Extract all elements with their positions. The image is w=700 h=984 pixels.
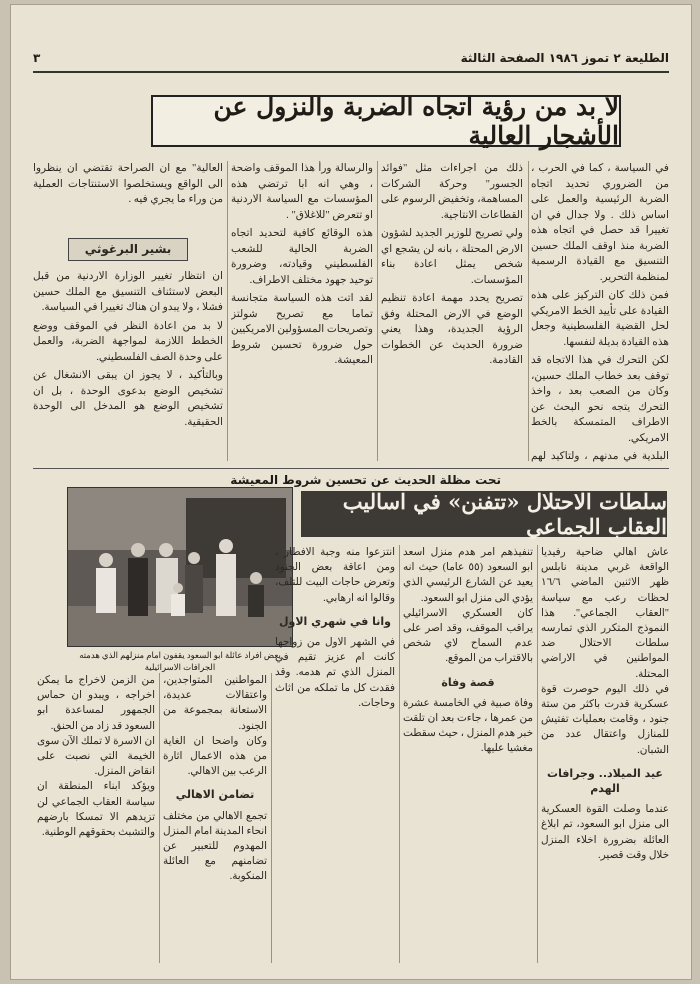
subheading: وانا في شهري الاول [278,614,392,628]
article-column-3 [231,161,373,466]
lower-column-2 [403,545,533,963]
paragraph: تجمع الاهالي من مختلف انحاء المدينة امام المنزل المهدوم للتعبير عن تضامنهم مع العائلة المنكوبة. [163,810,267,883]
article-column-2 [381,161,523,466]
photo-caption: بعض افراد عائلة ابو السعود يقفون امام منزلهم الذي هدمته الجرافات الاسرائيلية [79,650,281,672]
paragraph: لقد اتت هذه السياسة متجانسة تماما مع تصريح شولتز وتصريحات المسؤولين الامريكيين حول ضرورة تحسين شروط المعيشة. [231,293,373,366]
header-text: الطليعة ٢ تموز ١٩٨٦ الصفحة الثالثة [460,51,669,65]
paragraph: من الزمن لاخراج ما يمكن اخراجه ، ويبدو ان حماس الجمهور لمساعدة ابو السعود قد زاد من الحنق. [37,675,155,732]
paragraph: وفاة صبية في الخامسة عشرة من عمرها ، جاءت بعد ان تلقت خبر هدم المنزل ، حيث سقطت مغشيا عليها. [403,697,533,755]
photo-illustration [67,488,292,647]
paragraph: تنفيذهم امر هدم منزل اسعد ابو السعود (٥٥ عاما) حيث انه يعيد عن الشارع الرئيسي الذي يؤدي الى منزل ابو السعود. [403,547,533,604]
kicker-headline: تحت مظلة الحديث عن تحسين شروط المعيشة [230,473,501,487]
paragraph: العالية" مع ان الصراحة تقتضي ان ينظروا الى الواقع ويستخلصوا الاستنتاجات العملية من وراء ما يجري فيه . [33,163,223,205]
paragraph: تصريح يحدد مهمة اعادة تنظيم الوضع في الارض المحتلة وفق الرؤية الجديدة، وهذا يعني ضرورة الحديث عن الخطوات القادمة. [381,293,523,366]
paragraph: البلدية في مدنهم ، ولتاكيد لهم [531,451,669,462]
paragraph: كان العسكري الاسرائيلي يراقب الموقف، وقد اصر على عدم السماح لاي شخص بالاقتراب من الموقع. [403,607,533,665]
paragraph: ذلك من اجراءات مثل "فوائد الجسور" وحركة الشركات المساهمة، وتخفيض الرسوم على القطاعات الانتاجية. [381,163,523,221]
main-headline-band: سلطات الاحتلال «تتفنن» في اساليب العقاب الجماعي [301,491,667,537]
paragraph: المواطنين المتواجدين، واعتقالات عديدة، الاستعانة بمجموعة من الجنود. [163,675,267,732]
paragraph: وكان واضحا ان الغاية من هذه الاعمال اثارة الرعب بين الاهالي. [163,735,267,778]
article-column-4 [33,161,223,466]
author-byline: بشير البرغوثي [68,238,188,262]
paragraph: في السياسة ، كما في الحرب ، من الضروري تحديد اتجاه الضربة الرئيسية والعمل على اساس ذلك . ولا جدال في ان تغييرا قد حصل في اتجاه هذه الضربة منذ اوقف الملك حسين التنسيق مع القيادة الرسمية لمنظمة التحرير. [531,163,669,283]
column-divider [227,161,228,461]
paragraph: هذه الوقائع كافية لتحديد اتجاه الضربة الحالية للشعب الفلسطيني وقيادته، وضرورة توحيد جهود مختلف الاطراف. [231,228,373,286]
subheading: عيد الميلاد.. وجرافات الهدم [547,766,663,796]
subheading: قصة وفاة [441,675,495,689]
paragraph: وبالتأكيد ، لا يجوز ان يبقى الانشغال عن تشخيص الوضع بدعوى الوحدة ، بل ان تشخيص الوضع هو المدخل الى الوحدة الحقيقية. [33,370,223,428]
paragraph: ان انتظار تغيير الوزارة الاردنية من قبل البعض لاستئناف التنسيق مع الملك حسين فشلا ، ولا يبدو ان هناك تغييرا في السياسة. [33,271,223,313]
paragraph: والرسالة ورأ هذا الموقف واضحة ، وهي انه ابا ترتضي هذه المؤسسات مع السياسة الاردنية او تتعرض "للاغلاق" . [231,163,373,221]
lower-column-4 [163,673,267,963]
column-divider [377,161,378,461]
paragraph: عاش اهالي ضاحية رفيديا الواقعة غربي مدينة نابلس ظهر الاثنين الماضي ١٦/٦ لحظات رعب مع سياسة "العقاب الجماعي". هذا النموذج المتكرر الذي تمارسه سلطات الاحتلال ضد المواطنين في الاراضي المحتلة. [541,547,669,680]
page-number: ٣ [33,51,41,65]
column-divider [271,673,272,963]
paragraph: ولي تصريح للوزير الجديد لشؤون الارض المحتلة ، بانه لن يشجع اي شخص يمثل اعادة بناء المؤسسات. [381,228,523,286]
headline-box [151,92,621,150]
newspaper-page [10,4,692,980]
subheading: تضامن الاهالي [175,788,255,802]
paragraph: انتزعوا منه وجبة الافطار ، ومن اعاقة بعض الجنود وتعرض حاجات البيت للتلف، وقالوا انه ارهابي. [275,547,395,604]
page-header [33,51,669,73]
paragraph: فمن ذلك كان التركيز على هذه القيادة على تأييد الخط الامريكي لحل القضية الفلسطينية وجعل هذه القيادة بديلة لنفسها. [531,290,669,348]
paragraph: لا بد من اعادة النظر في الموقف ووضع الخطط اللازمة لمواجهة الضربة، والعمل على وحدة الصف الفلسطيني. [33,320,223,363]
paragraph: في الشهر الاول من زواجها كانت ام عزيز تقيم في المنزل الذي تم هدمه. وقد فقدت كل ما تملكه من اثاث وحاجات. [275,637,395,709]
article-column-1 [531,161,669,466]
lower-column-3 [275,545,395,963]
column-divider [528,161,529,461]
lower-column-5 [37,673,155,963]
paragraph: عندما وصلت القوة العسكرية الى منزل ابو السعود، تم ابلاغ العائلة بضرورة اخلاء المنزل خلال وقت قصير. [541,804,669,861]
paragraph: في ذلك اليوم حوصرت قوة عسكرية قدرت باكثر من ستة جنود ، وقامت بعمليات تفتيش للمنازل واعتقال عدد من الشبان. [541,683,669,756]
paragraph: ان الاسرة لا تملك الآن سوى الخيمة التي نصبت على انقاض المنزل. [37,735,155,778]
lower-column-1 [541,545,669,963]
paragraph: ويؤكد ابناء المنطقة ان سياسة العقاب الجماعي لن تزيدهم الا تمسكا بارضهم والتشبث بحقوقهم الوطنية. [37,781,155,839]
column-divider [159,673,160,963]
column-divider [537,545,538,963]
family-photo [67,487,293,647]
article-headline: لا بد من رؤية اتجاه الضربة والنزول عن الأشجار العالية [213,92,619,150]
paragraph: لكن التحرك في هذا الاتجاه قد توقف بعد خطاب الملك حسين، وكان من الصعب بعد ، واخذ التحرك يتجه نحو البحث عن الاطراف المتمسكة بالخط الامريكي. [531,355,669,444]
section-divider [33,468,669,469]
column-divider [399,545,400,963]
